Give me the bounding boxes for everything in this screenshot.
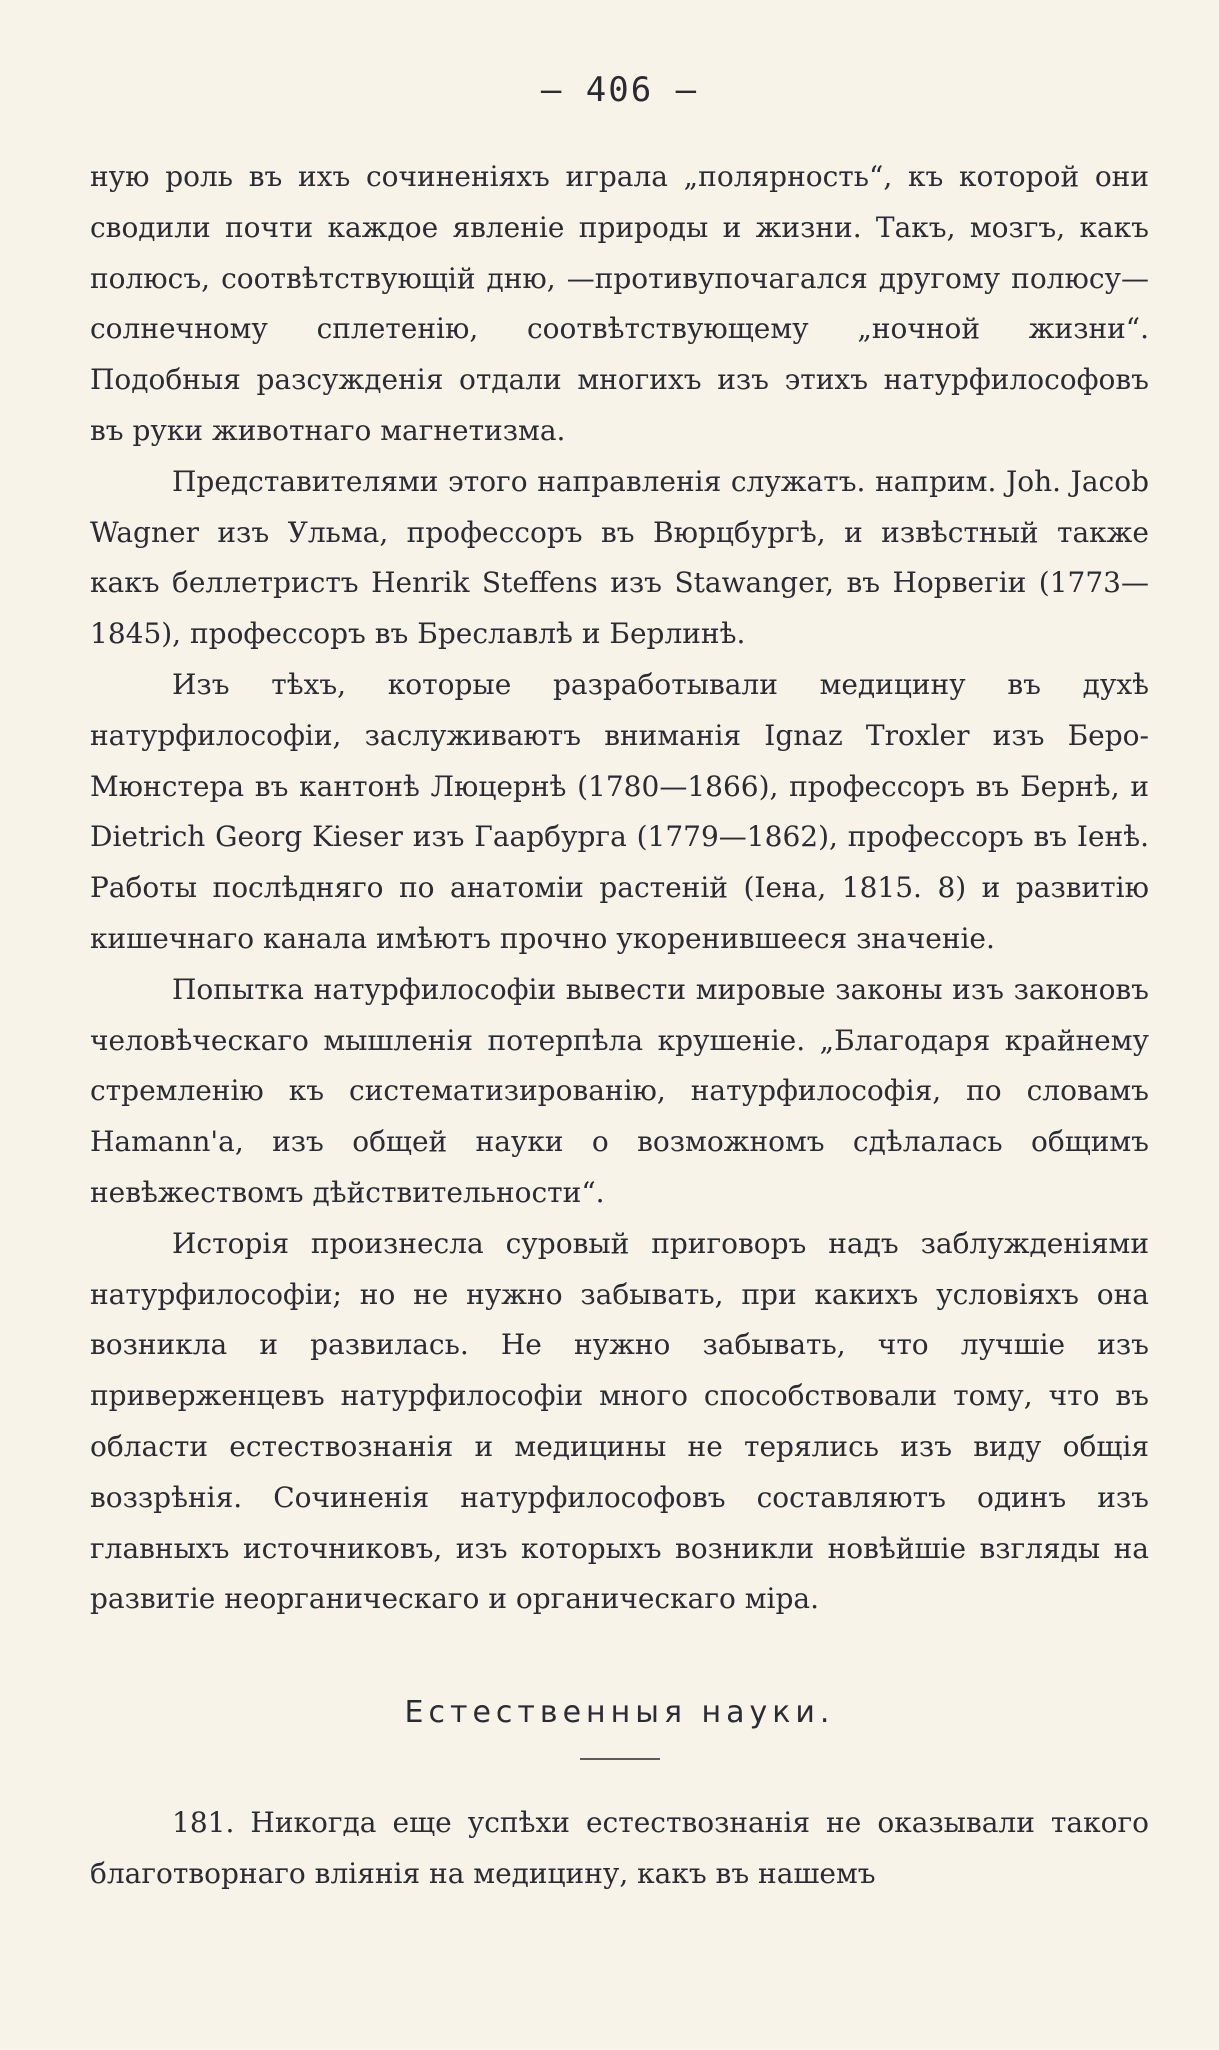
paragraph-representatives: Представителями этого направленія служатъ. наприм. Joh. Jacob Wagner изъ Ульма, профессоръ въ Вюрцбургѣ, и извѣстный также какъ беллетристъ Henrik Steffens изъ Stawanger, въ Норвегіи (1773—1845), профессоръ въ Бреславлѣ и Берлинѣ. (90, 464, 1149, 651)
paragraph-continuation: ную роль въ ихъ сочиненіяхъ играла „полярность“, къ которой они сводили почти каждое явленіе природы и жизни. Такъ, мозгъ, какъ полюсъ, соотвѣтствующій дню, —противупочагался другому полюсу—солнечному сплетенію, соотвѣтствующему „ночной жизни“. Подобныя разсужденія отдали многихъ изъ этихъ натурфилософовъ въ руки животнаго магнетизма. (90, 160, 1149, 447)
section-heading: Естественныя науки. (404, 1695, 835, 1731)
paragraph-history: Исторія произнесла суровый приговоръ надъ заблужденіями натурфилософіи; но не нужно забывать, при какихъ условіяхъ она возникла и развилась. Не нужно забывать, что лучшіе изъ приверженцевъ натурфилософіи много способствовали тому, что въ области естествознанія и медицины не терялись изъ виду общія воззрѣнія. Сочиненія натурфилософовъ составляютъ одинъ изъ главныхъ источниковъ, изъ которыхъ возникли новѣйшіе взгляды на развитіе неорганическаго и органическаго міра. (90, 1226, 1149, 1616)
paragraph-failure: Попытка натурфилософіи вывести мировые законы изъ законовъ человѣческаго мышленія потерпѣла крушеніе. „Благодаря крайнему стремленію къ систематизированію, натурфилософія, по словамъ Hamann'a, изъ общей науки о возможномъ сдѣлалась общимъ невѣжествомъ дѣйствительности“. (90, 972, 1149, 1209)
heading-divider (580, 1758, 660, 1760)
paragraph-section-181: 181. Никогда еще успѣхи естествознанія не оказывали такого благотворнаго вліянія на медицину, какъ въ нашемъ (90, 1806, 1149, 1890)
page-number: — 406 — (540, 70, 699, 110)
paragraph-medicine: Изъ тѣхъ, которые разработывали медицину въ духѣ натурфилософіи, заслуживаютъ вниманія Ignaz Troxler изъ Беро-Мюнстера въ кантонѣ Люцернѣ (1780—1866), профессоръ въ Бернѣ, и Dietrich Georg Kieser изъ Гаарбурга (1779—1862), профессоръ въ Іенѣ. Работы послѣдняго по анатоміи растеній (Іена, 1815. 8) и развитію кишечнаго канала имѣютъ прочно укоренившееся значеніе. (90, 667, 1149, 955)
